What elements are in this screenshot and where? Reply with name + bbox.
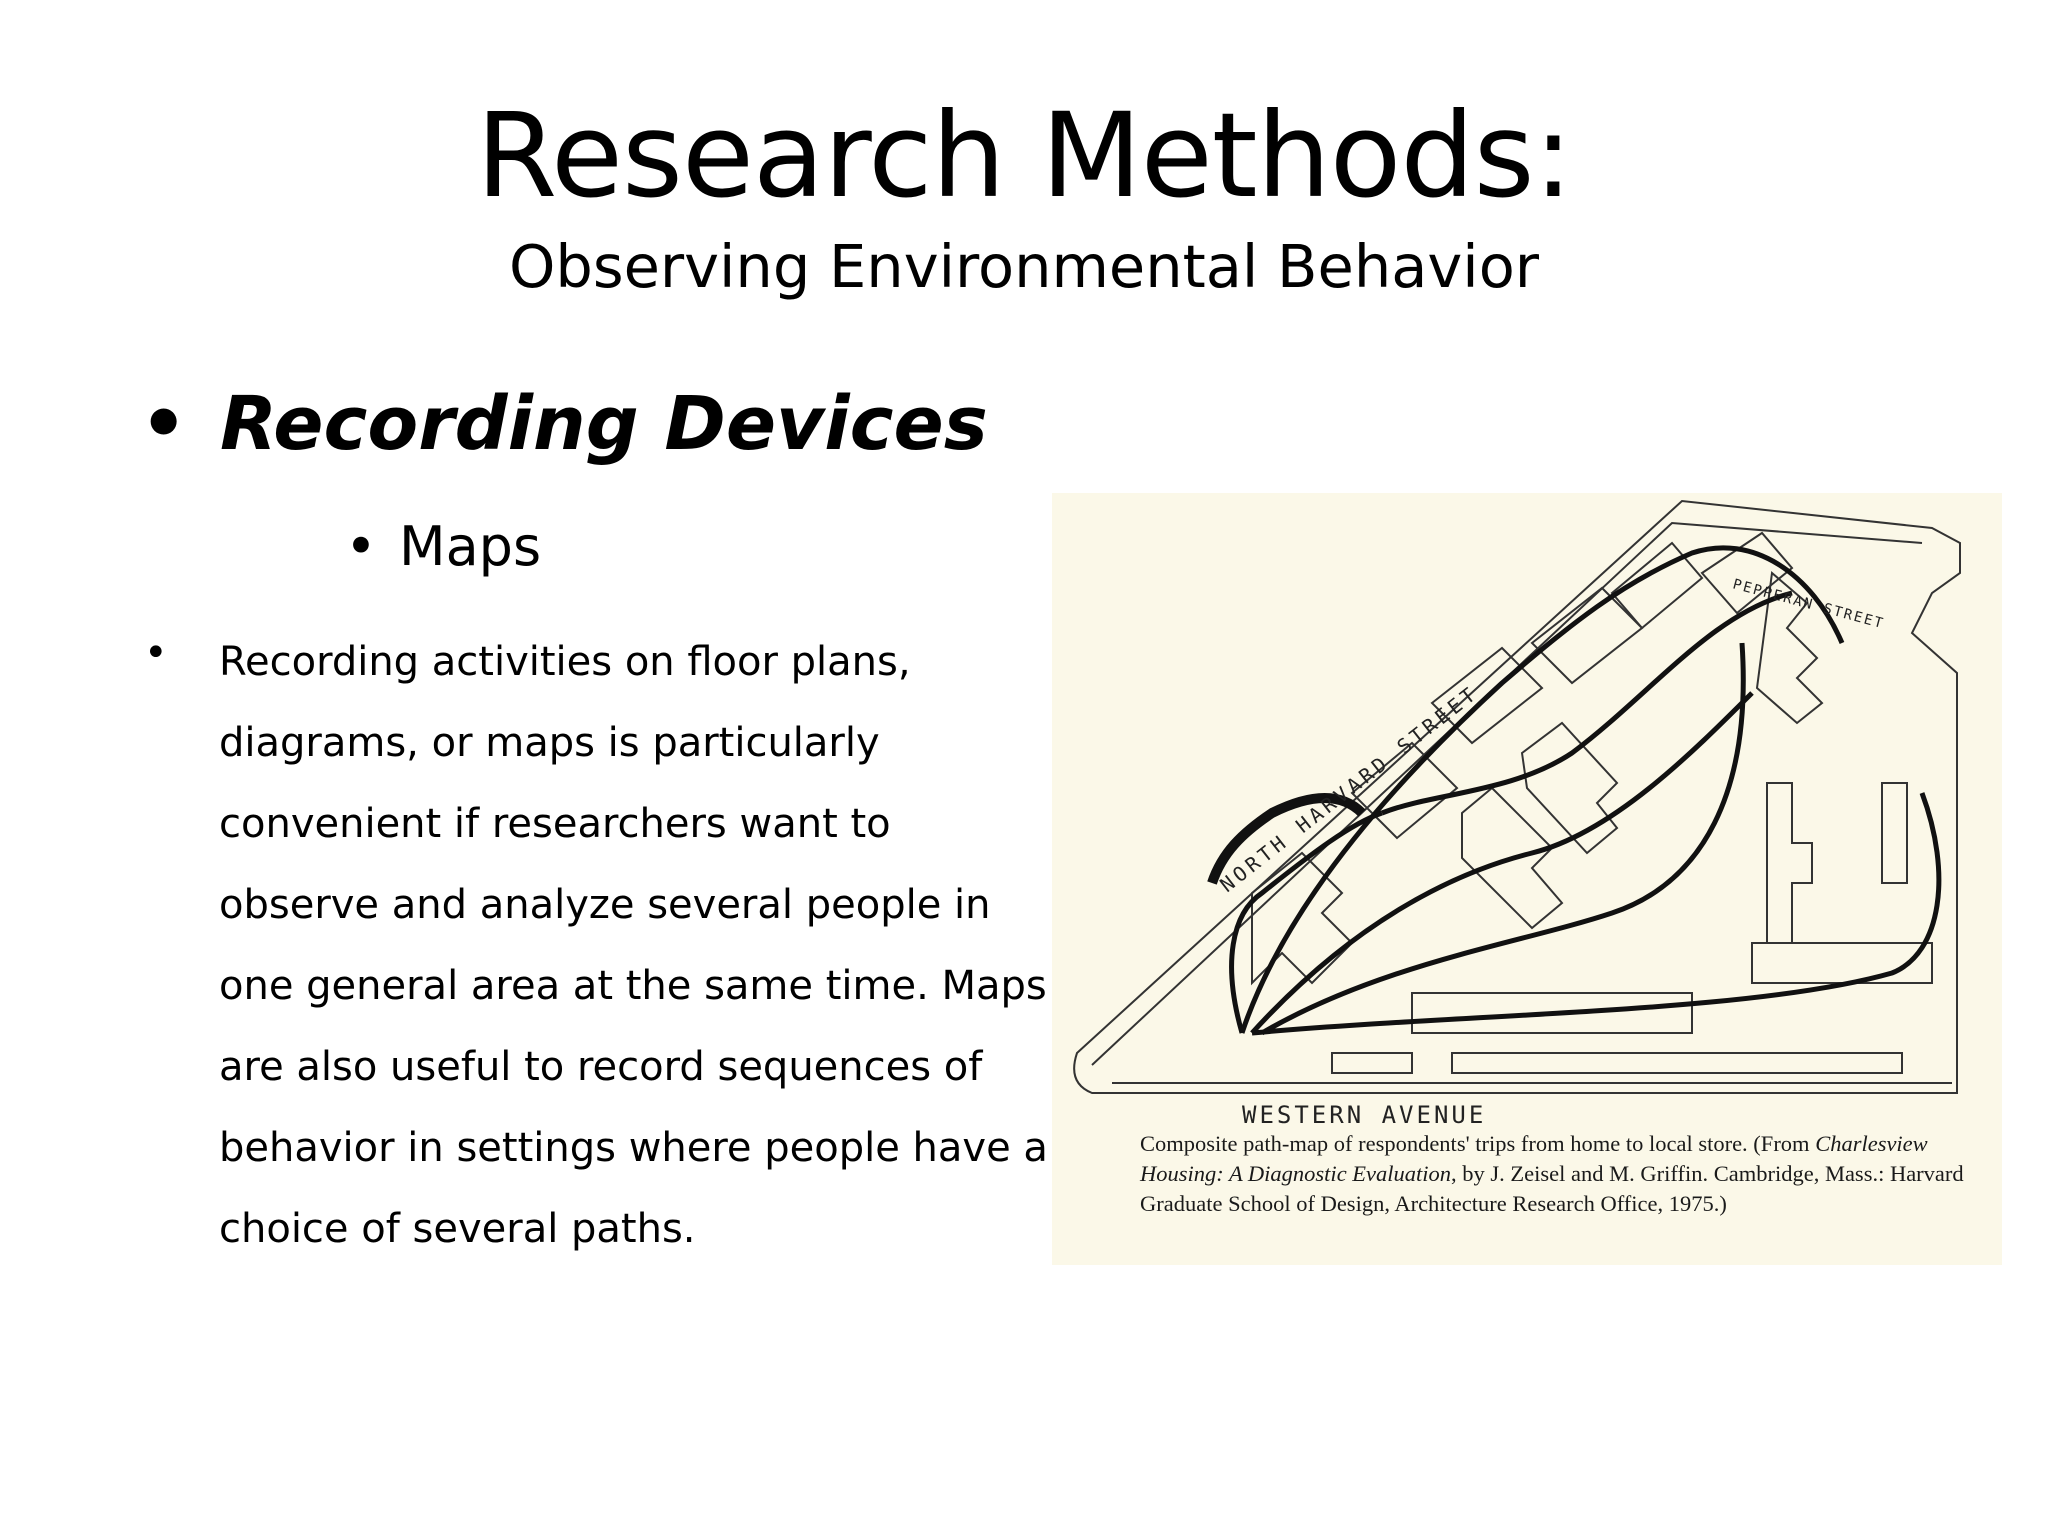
bullet-dot: •: [140, 381, 188, 467]
caption-text: Composite path-map of respondents' trips from home to local store. (From: [1140, 1131, 1816, 1156]
path-map-figure: [1052, 493, 2002, 1265]
street-label-western: WESTERN AVENUE: [1242, 1101, 1487, 1129]
caption-text: , by J. Zeisel and M. Griffin. Cambridge, Mass.: Harvard Graduate School of Design, Architecture Research Office, 1975.): [1140, 1161, 1964, 1216]
bullet-dot: •: [345, 515, 377, 578]
caption-book-title: Charlesview Housing: A Diagnostic Evaluation: [1140, 1131, 1928, 1186]
street-label-north-harvard: NORTH HARVARD STREET: [1215, 680, 1483, 897]
figure-caption: [1140, 1129, 1970, 1219]
slide-subtitle: Observing Environmental Behavior: [508, 232, 1540, 301]
slide-title: Research Methods:: [475, 87, 1573, 224]
body-paragraph: Recording activities on floor plans, diagrams, or maps is particularly convenient if researchers want to observe and analyze several people in one general area at the same time. Maps are also useful to record sequences of behavior in settings where people have a choice of several paths.: [219, 639, 1048, 1252]
bullet-main-label: Recording Devices: [220, 381, 988, 467]
bullet-maps: [345, 515, 541, 580]
path-map-drawing: [1052, 493, 2002, 1133]
bullet-dot: •: [144, 630, 168, 676]
street-label-pepperan: PEPPERAN STREET: [1730, 576, 1887, 633]
bullet-recording-devices: [140, 380, 988, 469]
bullet-sub-label: Maps: [399, 515, 542, 578]
